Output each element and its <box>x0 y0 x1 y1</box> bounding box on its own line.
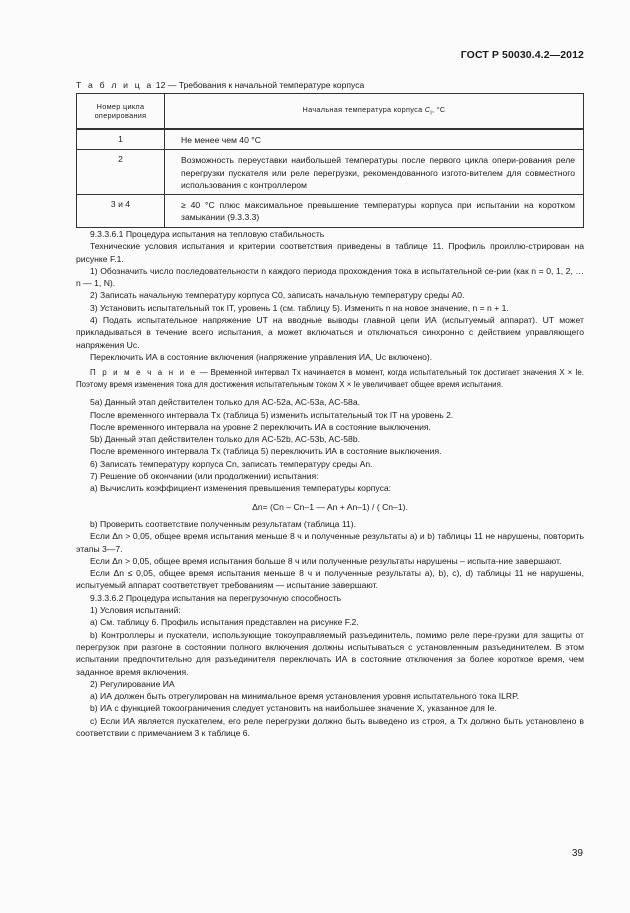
paragraph: b) Проверить соответствие полученным результатам (таблица 11). <box>90 518 357 529</box>
paragraph: 6) Записать температуру корпуса Cn, записать температуру среды An. <box>90 458 373 469</box>
paragraph: 2) Регулирование ИА <box>90 678 175 689</box>
paragraph: Технические условия испытания и критерии соответствия приведены в таблице 11. Профиль проиллю-стрирован на рисунке F.1. <box>76 241 584 264</box>
temperature-table <box>76 93 584 228</box>
formula: Δn= (Cn – Cn–1 — An + An–1) / ( Cn–1). <box>252 501 408 512</box>
paragraph: 1) Условия испытаний: <box>90 605 181 616</box>
paragraph: a) См. таблицу 6. Профиль испытания представлен на рисунке F.2. <box>90 617 359 628</box>
table-cell-temp: Не менее чем 40 °С <box>165 129 584 150</box>
note-text: — Временной интервал Tx начинается в момент, когда испытательный ток достигает значения X × Ie. Поэтому время изменения тока для достижения испытательным током X × Ie увеличивает общее время испытания. <box>76 368 584 389</box>
paragraph: 1) Обозначить число последовательности n каждого периода прохождения тока в испытательной се-рии (как n = 0, 1, 2, … n — 1, N). <box>76 265 584 289</box>
paragraph: a) ИА должен быть отрегулирован на минимальное время установления уровня испытательного тока ILRP. <box>90 691 520 702</box>
paragraph: После временного интервала Tx (таблица 5) переключить ИА в состояние выключения. <box>90 446 442 457</box>
caption-prefix: Т а б л и ц а <box>76 80 154 90</box>
col-temperature-header: Начальная температура корпуса $C_i$, °С <box>165 94 584 130</box>
table-cell-cycle: 2 <box>77 150 165 195</box>
table-cell-cycle: 3 и 4 <box>77 195 165 228</box>
paragraph: Переключить ИА в состояние включения (напряжение управления ИА, Uc включено). <box>90 351 433 362</box>
table-row <box>77 195 584 228</box>
table-row <box>77 150 584 195</box>
paragraph: Если Δn > 0,05, общее время испытания больше 8 ч или полученные результаты нарушены – испыта-ние завершают. <box>90 555 562 566</box>
paragraph: 3) Установить испытательный ток IT, уровень 1 (см. таблицу 5). Изменить n на новое значение, n = n + 1. <box>90 302 509 313</box>
note <box>76 367 584 390</box>
col-cycle-header: Номер цикла оперирования <box>77 94 165 130</box>
table-cell-temp: Возможность переуставки наибольшей температуры после первого цикла опери-рования реле перегрузки пускателя или реле перегрузки, рекомендованного изгото-вителем для совместного использования с контроллером <box>165 150 584 195</box>
paragraph: 2) Записать начальную температуру корпуса C0, записать начальную температуру среды A0. <box>90 290 465 301</box>
page-number: 39 <box>571 848 583 859</box>
paragraph: Если Δn > 0,05, общее время испытания меньше 8 ч и полученные результаты a) и b) таблицы 11 не нарушены, повторить этапы 3—7. <box>76 531 584 554</box>
table-row <box>77 129 584 150</box>
standard-header: ГОСТ Р 50030.4.2—2012 <box>460 49 584 61</box>
paragraph: b) Контроллеры и пускатели, использующие токоуправляемый разъединитель, помимо реле пере-грузки для защиты от перегрузок при разгоне в состоянии полного включения должны испытываться с установленным разъединителем. В этом испытании предпочтительно для разъединителя переключать ИА в состояние отключения за более короткое время, чем заданное время включения. <box>76 629 584 677</box>
paragraph: 7) Решение об окончании (или продолжении) испытания: <box>90 471 319 482</box>
paragraph: После временного интервала Tx (таблица 5) изменить испытательный ток IT на уровень 2. <box>90 409 454 420</box>
note-prefix: П р и м е ч а н и е <box>90 368 197 378</box>
table-cell-cycle: 1 <box>77 129 165 150</box>
paragraph: 9.3.3.6.1 Процедура испытания на тепловую стабильность <box>90 229 325 239</box>
paragraph: 5a) Данный этап действителен только для AC-52a, AC-53a, AC-58a. <box>90 397 360 408</box>
caption-text: 12 — Требования к начальной температуре корпуса <box>153 80 365 90</box>
col-temperature-header-text: Начальная температура корпуса <box>302 105 425 115</box>
paragraph: c) Если ИА является пускателем, его реле перегрузки должно быть выведено из строя, а Tx должно быть установлено в соответствии с примечанием 3 к таблице 6. <box>76 715 584 738</box>
paragraph: 4) Подать испытательное напряжение UT на вводные выводы главной цепи ИА (испытуемый аппарат). UT может прикладываться в течение всего испытания, а может включаться и отключаться синхронно с действием управляющего напряжения Uc. <box>76 315 584 350</box>
paragraph: 5b) Данный этап действителен только для AC-52b, AC-53b, AC-58b. <box>90 434 360 445</box>
table-cell-temp: ≥ 40 °С плюс максимальное превышение температуры корпуса при испытании на коротком замыкании (9.3.3.3) <box>165 195 584 228</box>
paragraph: Если Δn ≤ 0,05, общее время испытания меньше 8 ч и полученные результаты a), b), c), d) таблицы 11 не нарушены, испытуемый аппарат соответствует требованиям — испытание завершают. <box>76 568 584 591</box>
table-header-row <box>77 94 584 130</box>
table-caption <box>76 80 364 90</box>
paragraph: a) Вычислить коэффициент изменения превышения температуры корпуса: <box>90 483 392 494</box>
paragraph: После временного интервала на уровне 2 переключить ИА в состояние выключения. <box>90 421 431 432</box>
paragraph: 9.3.3.6.2 Процедура испытания на перегрузочную способность <box>90 592 342 603</box>
paragraph: b) ИА с функцией токоограничения следует установить на наибольшее значение X, указанное для Ie. <box>90 703 497 714</box>
body-text <box>76 228 584 739</box>
